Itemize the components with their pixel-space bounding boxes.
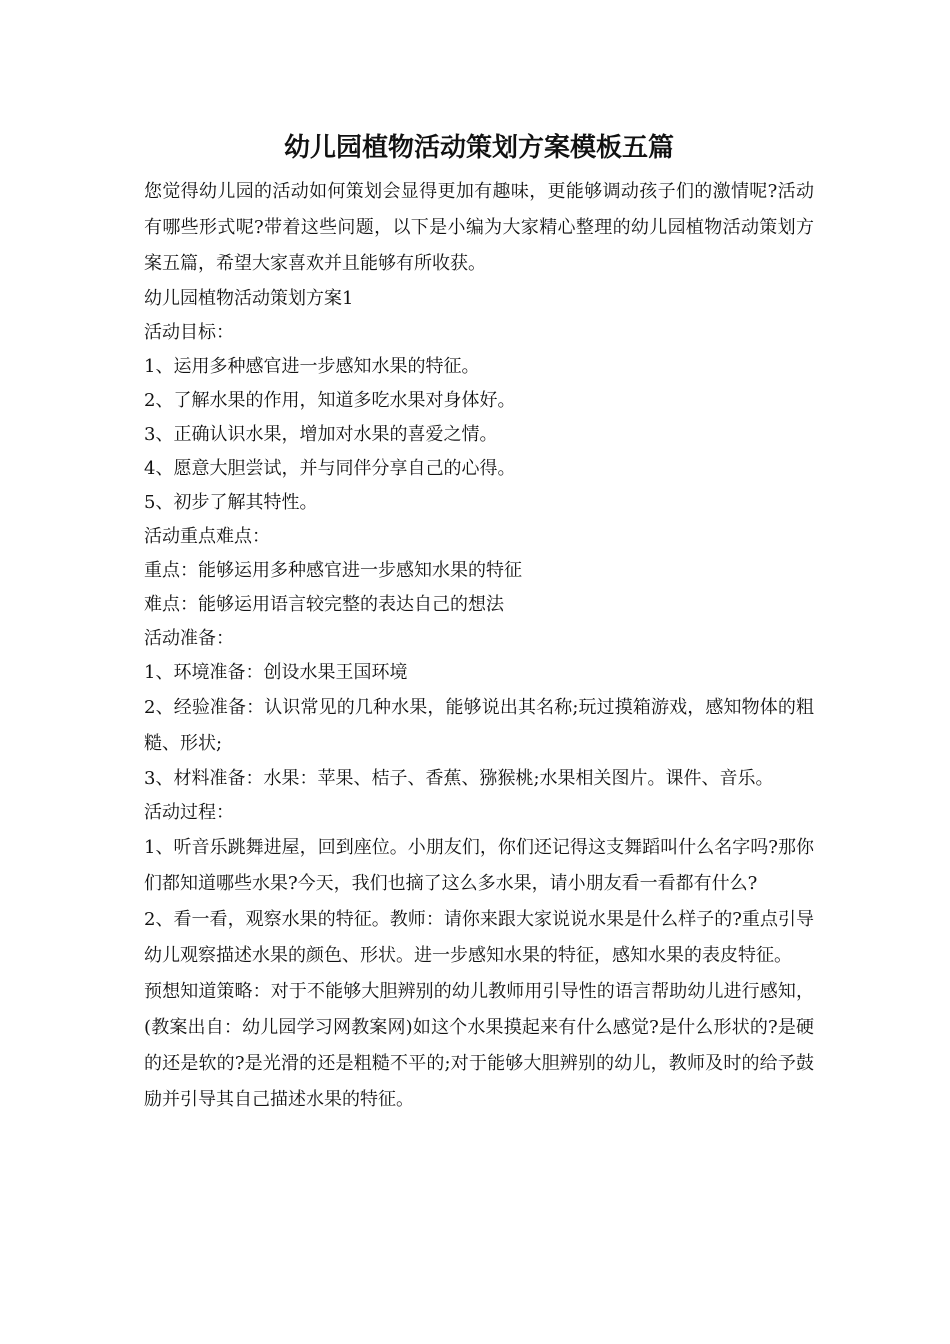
prep-item: 3、材料准备：水果：苹果、桔子、香蕉、猕猴桃;水果相关图片。课件、音乐。: [144, 768, 774, 789]
strategy-paragraph: 预想知道策略：对于不能够大胆辨别的幼儿教师用引导性的语言帮助幼儿进行感知，(教案出自：幼儿园学习网教案网)如这个水果摸起来有什么感觉?是什么形状的?是硬的还是软的?是光滑的还是粗糙不平的;对于能够大胆辨别的幼儿，教师及时的给予鼓励并引导其自己描述水果的特征。: [144, 981, 814, 1110]
prep-item: 2、经验准备：认识常见的几种水果，能够说出其名称;玩过摸箱游戏，感知物体的粗糙、形状;: [144, 697, 814, 754]
goal-item: 3、正确认识水果，增加对水果的喜爱之情。: [144, 424, 498, 445]
prep-heading: 活动准备：: [144, 628, 234, 649]
goal-item: 1、运用多种感官进一步感知水果的特征。: [144, 356, 480, 377]
key-point: 重点：能够运用多种感官进一步感知水果的特征: [144, 560, 522, 581]
process-step: 1、听音乐跳舞进屋，回到座位。小朋友们，你们还记得这支舞蹈叫什么名字吗?那你们都知道哪些水果?今天，我们也摘了这么多水果，请小朋友看一看都有什么?: [144, 837, 814, 894]
document-title: 幼儿园植物活动策划方案模板五篇: [283, 133, 674, 163]
goal-item: 4、愿意大胆尝试，并与同伴分享自己的心得。: [144, 458, 516, 479]
difficult-point: 难点：能够运用语言较完整的表达自己的想法: [144, 594, 504, 615]
goal-item: 5、初步了解其特性。: [144, 492, 318, 513]
document-page: [144, 128, 814, 1118]
section-title: 幼儿园植物活动策划方案1: [144, 288, 354, 309]
intro-paragraph: 您觉得幼儿园的活动如何策划会显得更加有趣味，更能够调动孩子们的激情呢?活动有哪些形式呢?带着这些问题，以下是小编为大家精心整理的幼儿园植物活动策划方案五篇，希望大家喜欢并且能够有所收获。: [144, 181, 814, 274]
process-heading: 活动过程：: [144, 802, 234, 823]
prep-item: 1、环境准备：创设水果王国环境: [144, 662, 408, 683]
goal-heading: 活动目标：: [144, 322, 234, 343]
key-heading: 活动重点难点：: [144, 526, 270, 547]
goal-item: 2、了解水果的作用，知道多吃水果对身体好。: [144, 390, 516, 411]
process-step: 2、看一看，观察水果的特征。教师：请你来跟大家说说水果是什么样子的?重点引导幼儿观察描述水果的颜色、形状。进一步感知水果的特征，感知水果的表皮特征。: [144, 909, 814, 966]
